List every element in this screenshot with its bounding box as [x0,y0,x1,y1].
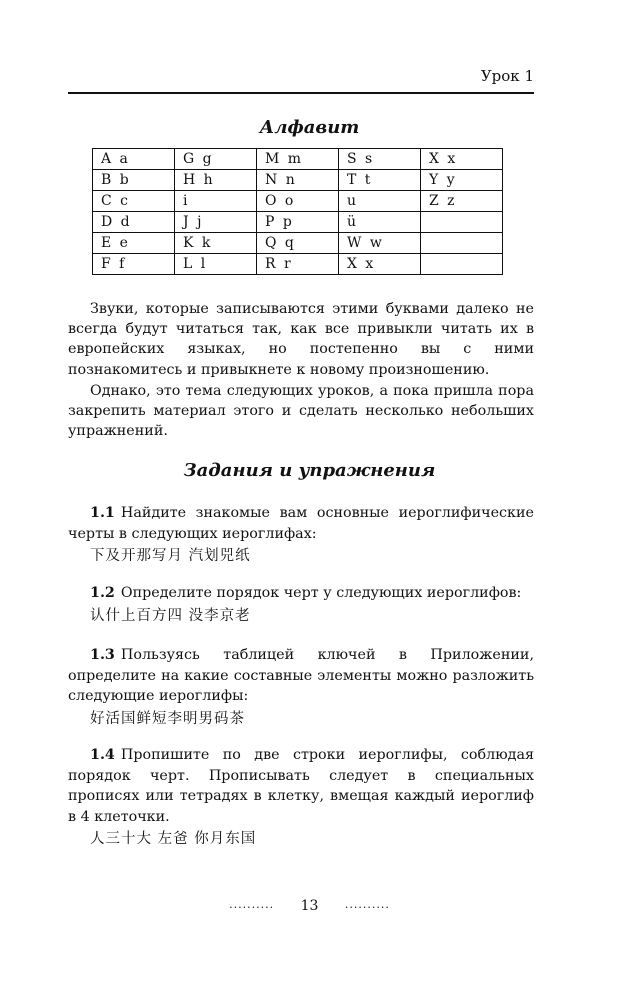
alphabet-table [92,148,503,275]
footer-dots-right: .......... [344,898,390,911]
alphabet-cell: Q q [257,233,339,254]
exercise-number: 1.2 [90,585,115,601]
exercise-text: Пропишите по две строки иероглифы, соблюдая порядок черт. Прописывать следует в специальных прописях или тетрадях в клетку, вмещая каждый иероглиф в 4 клеточки. [68,747,534,825]
alphabet-title: Алфавит [259,117,360,138]
exercise-characters: 下及开那写月 汽划兕纸 [90,548,251,564]
alphabet-row [93,254,503,275]
exercise-characters: 好活国鲜短李明男码茶 [90,710,245,727]
alphabet-cell: X x [339,254,421,275]
exercises-title: Задания и упражнения [183,460,436,481]
alphabet-cell: J j [175,212,257,233]
alphabet-cell [421,212,503,233]
exercise-text: Определите порядок черт у следующих иероглифов: [120,585,522,601]
alphabet-row [93,191,503,212]
alphabet-cell: W w [339,233,421,254]
lesson-label: Урок 1 [480,67,534,85]
alphabet-cell: D d [93,212,175,233]
alphabet-cell: K k [175,233,257,254]
exercise-1-4 [68,745,534,851]
alphabet-cell: Z z [421,191,503,212]
exercise-characters: 认什上百方四 没李京老 [90,607,251,624]
exercise-1-1 [68,503,534,568]
exercise-characters: 人三十大 左爸 你月东国 [90,831,257,847]
running-head [68,65,534,94]
alphabet-cell: B b [93,170,175,191]
exercise-text: Найдите знакомые вам основные иероглифические черты в следующих иероглифах: [68,505,534,542]
alphabet-cell: C c [93,191,175,212]
alphabet-cell: L l [175,254,257,275]
alphabet-row [93,149,503,170]
alphabet-cell: T t [339,170,421,191]
alphabet-cell: G g [175,149,257,170]
alphabet-cell: A a [93,149,175,170]
exercise-number: 1.1 [90,505,115,521]
exercise-text: Пользуясь таблицей ключей в Приложении, определите на какие составные элементы можно разложить следующие иероглифы: [68,647,534,704]
exercise-number: 1.3 [90,647,115,663]
alphabet-row [93,212,503,233]
page-footer [0,898,619,914]
intro-paragraph-2: Однако, это тема следующих уроков, а пока пришла пора закрепить материал этого и сделать несколько небольших упражнений. [68,383,534,440]
alphabet-cell: O o [257,191,339,212]
alphabet-cell: E e [93,233,175,254]
alphabet-cell: M m [257,149,339,170]
alphabet-cell: Y y [421,170,503,191]
page-number: 13 [300,898,319,914]
alphabet-cell: X x [421,149,503,170]
alphabet-cell: P p [257,212,339,233]
exercise-1-3 [68,645,534,731]
exercise-1-2 [68,583,534,628]
alphabet-cell: R r [257,254,339,275]
alphabet-cell: F f [93,254,175,275]
intro-paragraph-1: Звуки, которые записываются этими буквами далеко не всегда будут читаться так, как все привыкли читать их в европейских языках, но постепенно вы с ними познакомитесь и привыкнете к новому произношению. [68,301,534,378]
alphabet-cell: ü [339,212,421,233]
alphabet-cell: i [175,191,257,212]
alphabet-cell [421,233,503,254]
alphabet-row [93,233,503,254]
exercise-number: 1.4 [90,747,115,763]
alphabet-cell [421,254,503,275]
footer-dots-left: .......... [229,898,275,911]
alphabet-cell: S s [339,149,421,170]
alphabet-cell: u [339,191,421,212]
alphabet-row [93,170,503,191]
alphabet-cell: H h [175,170,257,191]
alphabet-cell: N n [257,170,339,191]
